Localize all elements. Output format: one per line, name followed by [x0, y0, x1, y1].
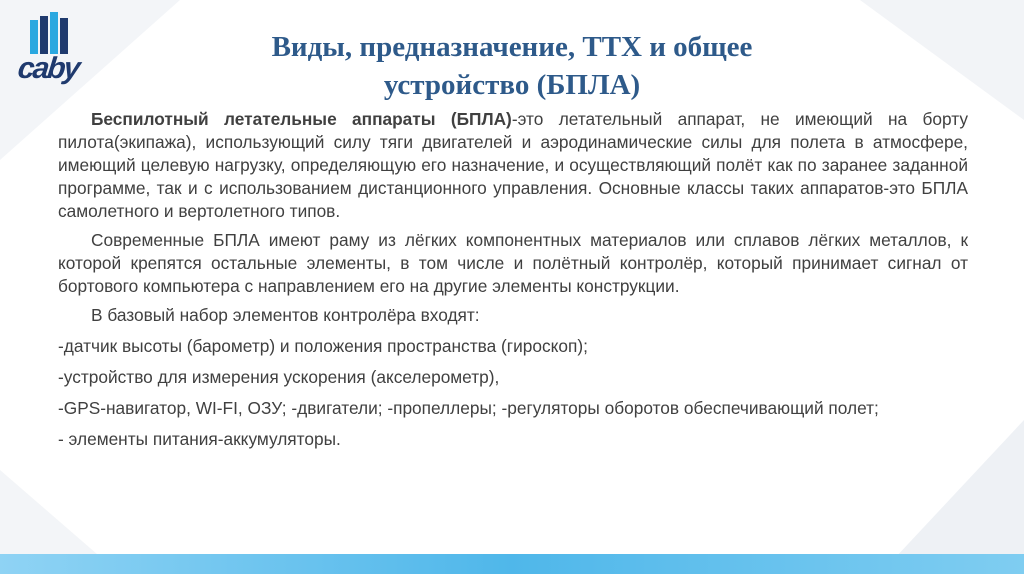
- list-item: -датчик высоты (барометр) и положения пространства (гироскоп);: [58, 336, 588, 356]
- paragraph-frame: Современные БПЛА имеют раму из лёгких компонентных материалов или сплавов лёгких металлов, к которой крепятся остальные элементы, в том числе и полётный контролёр, который принимает сигнал от бортового компьютера с направлением его на другие элементы конструкции.: [58, 230, 968, 296]
- list-item: -устройство для измерения ускорения (акселерометр),: [58, 367, 500, 387]
- paragraph-definition: [58, 108, 968, 223]
- definition-text: -это летательный аппарат, не имеющий на борту пилота(экипажа), использующий силу тяги двигателей и аэродинамические силы для полета в атмосфере, имеющий целевую нагрузку, определяющую его назначение, и осуществляющий полёт как по заранее заданной программе, так и с использованием дистанционного управления. Основные классы таких аппаратов-это БПЛА самолетного и вертолетного типов.: [58, 109, 968, 221]
- logo-text: caby: [16, 52, 81, 85]
- definition-term: Беспилотный летательные аппараты (БПЛА): [91, 109, 512, 129]
- list-item: -GPS-навигатор, WI-FI, ОЗУ; -двигатели; -пропеллеры; -регуляторы оборотов обеспечивающий полет;: [58, 398, 879, 418]
- title-line-2: устройство (БПЛА): [383, 69, 641, 101]
- title-line-1: Виды, предназначение, ТТХ и общее: [271, 31, 753, 63]
- bottom-accent-bar: [0, 554, 1024, 574]
- slide-body: [58, 108, 968, 459]
- slide-title: [150, 28, 874, 104]
- list-item: - элементы питания-аккумуляторы.: [58, 429, 341, 449]
- list-intro: В базовый набор элементов контролёра входят:: [91, 305, 480, 325]
- logo: [14, 12, 106, 90]
